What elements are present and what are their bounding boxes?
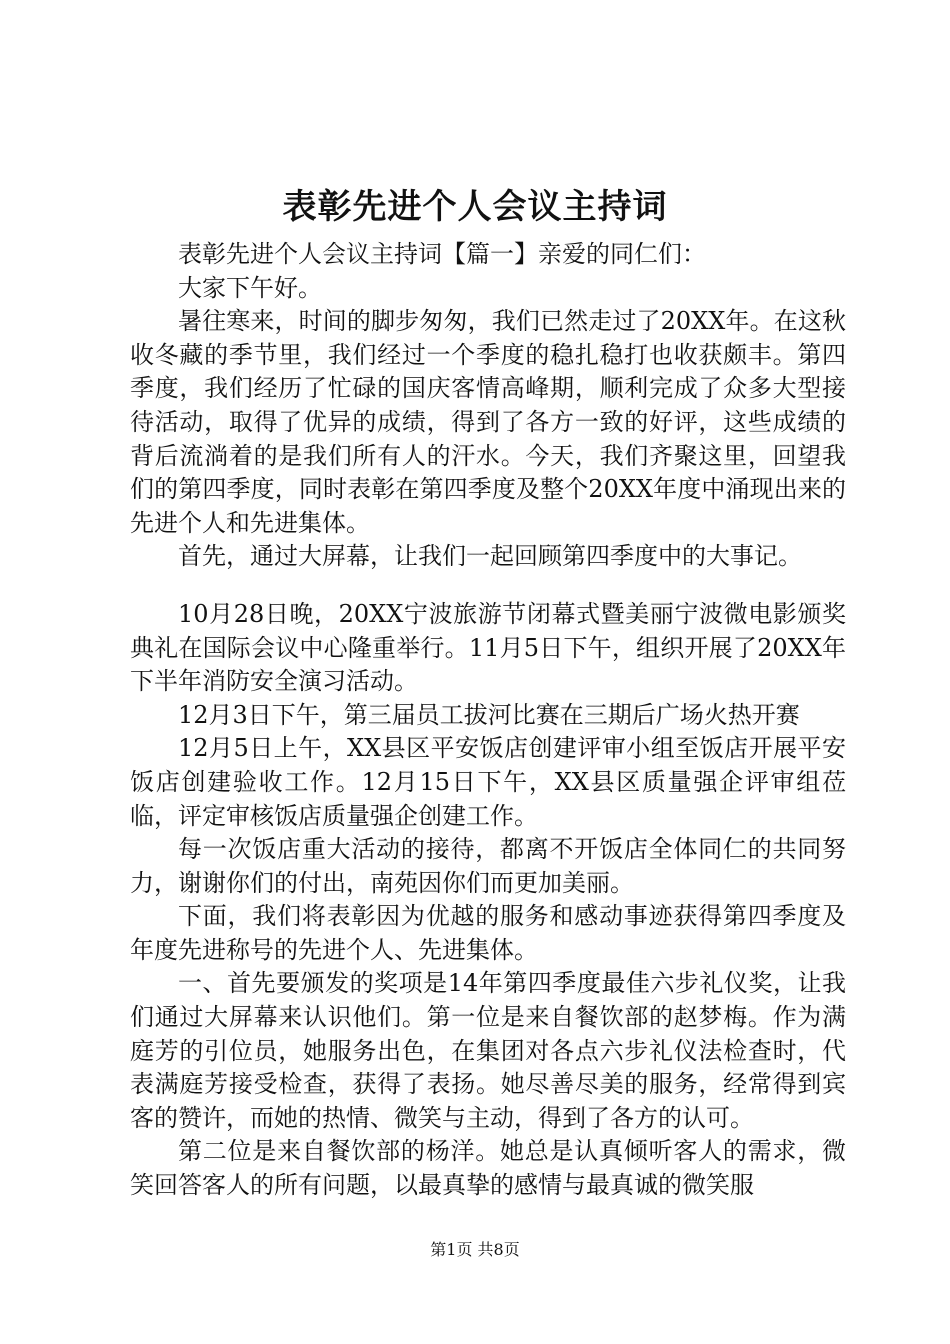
paragraph: 一、首先要颁发的奖项是14年第四季度最佳六步礼仪奖，让我们通过大屏幕来认识他们。第一位是来自餐饮部的赵梦梅。作为满庭芳的引位员，她服务出色，在集团对各点六步礼仪法检查时，代表满庭芳接受检查，获得了表扬。她尽善尽美的服务，经常得到宾客的赞许，而她的热情、微笑与主动，得到了各方的认可。: [130, 969, 846, 1132]
page-footer: 第1页 共8页: [430, 1240, 520, 1259]
paragraph: 大家下午好。: [178, 273, 322, 302]
document-title: 表彰先进个人会议主持词: [282, 187, 668, 227]
paragraph: 表彰先进个人会议主持词【篇一】亲爱的同仁们：: [178, 240, 706, 268]
paragraph: 第二位是来自餐饮部的杨洋。她总是认真倾听客人的需求，微笑回答客人的所有问题，以最真挚的感情与最真诚的微笑服: [130, 1137, 846, 1200]
paragraph: 首先，通过大屏幕，让我们一起回顾第四季度中的大事记。: [178, 542, 802, 571]
document-body: [130, 238, 846, 1203]
paragraph: 12月5日上午，XX县区平安饭店创建评审小组至饭店开展平安饭店创建验收工作。12月15日下午，XX县区质量强企评审组莅临，评定审核饭店质量强企创建工作。: [130, 734, 846, 830]
paragraph: 暑往寒来，时间的脚步匆匆，我们已然走过了20XX年。在这秋收冬藏的季节里，我们经过一个季度的稳扎稳打也收获颇丰。第四季度，我们经历了忙碌的国庆客情高峰期，顺利完成了众多大型接待活动，取得了优异的成绩，得到了各方一致的好评，这些成绩的背后流淌着的是我们所有人的汗水。今天，我们齐聚这里，回望我们的第四季度，同时表彰在第四季度及整个20XX年度中涌现出来的先进个人和先进集体。: [130, 307, 846, 537]
paragraph: 每一次饭店重大活动的接待，都离不开饭店全体同仁的共同努力，谢谢你们的付出，南苑因你们而更加美丽。: [130, 835, 846, 897]
paragraph: 下面，我们将表彰因为优越的服务和感动事迹获得第四季度及年度先进称号的先进个人、先进集体。: [130, 902, 846, 964]
paragraph: 12月3日下午，第三届员工拔河比赛在三期后广场火热开赛: [178, 700, 800, 729]
paragraph: 10月28日晚，20XX宁波旅游节闭幕式暨美丽宁波微电影颁奖典礼在国际会议中心隆重举行。11月5日下午，组织开展了20XX年下半年消防安全演习活动。: [130, 599, 846, 696]
